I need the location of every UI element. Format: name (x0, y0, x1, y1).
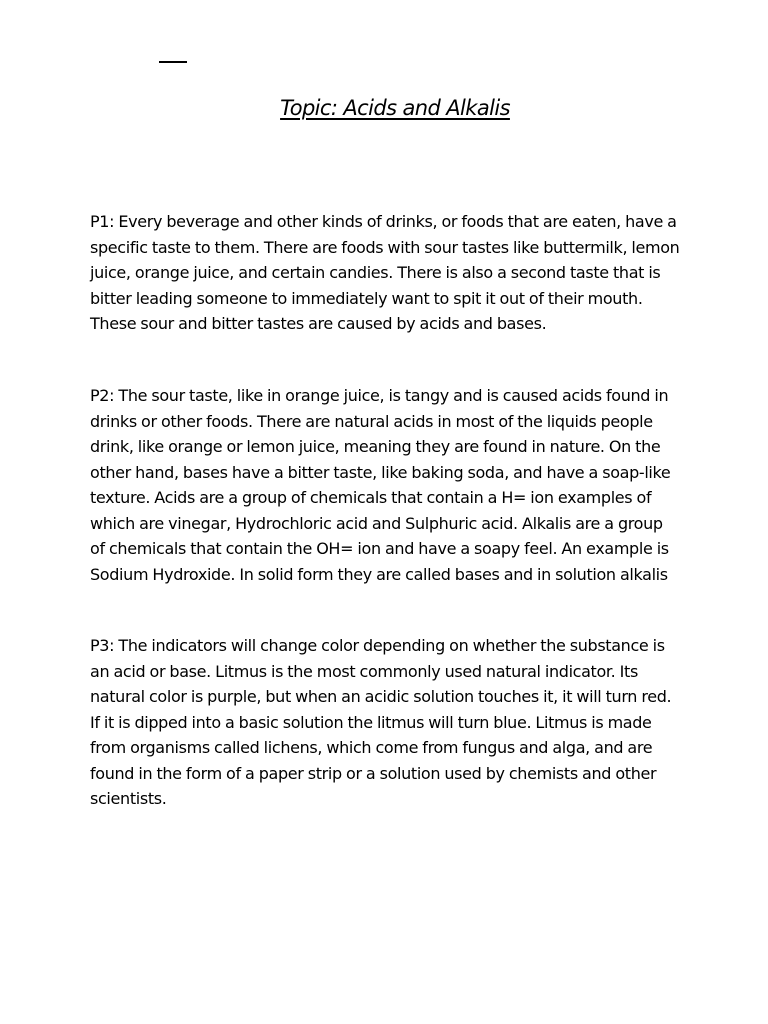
header-line-mark (159, 61, 187, 63)
paragraph-p1: P1: Every beverage and other kinds of drinks, or foods that are eaten, have a specific taste to them. There are foods with sour tastes like buttermilk, lemon juice, orange juice, and certain candies. There is also a second taste that is bitter leading someone to immediately want to spit it out of their mouth. These sour and bitter tastes are caused by acids and bases. (90, 212, 680, 333)
document-title: Topic: Acids and Alkalis (280, 96, 510, 120)
paragraph-p3: P3: The indicators will change color depending on whether the substance is an acid or base. Litmus is the most commonly used natural indicator. Its natural color is purple, but when an acidic solution touches it, it will turn red. If it is dipped into a basic solution the litmus will turn blue. Litmus is made from organisms called lichens, which come from fungus and alga, and are found in the form of a paper strip or a solution used by chemists and other scientists. (90, 636, 672, 808)
paragraph-p2: P2: The sour taste, like in orange juice, is tangy and is caused acids found in drinks or other foods. There are natural acids in most of the liquids people drink, like orange or lemon juice, meaning they are found in nature. On the other hand, bases have a bitter taste, like baking soda, and have a soap-like texture. Acids are a group of chemicals that contain a H= ion examples of which are vinegar, Hydrochloric acid and Sulphuric acid. Alkalis are a group of chemicals that contain the OH= ion and have a soapy feel. An example is Sodium Hydroxide. In solid form they are called bases and in solution alkalis (90, 386, 671, 584)
